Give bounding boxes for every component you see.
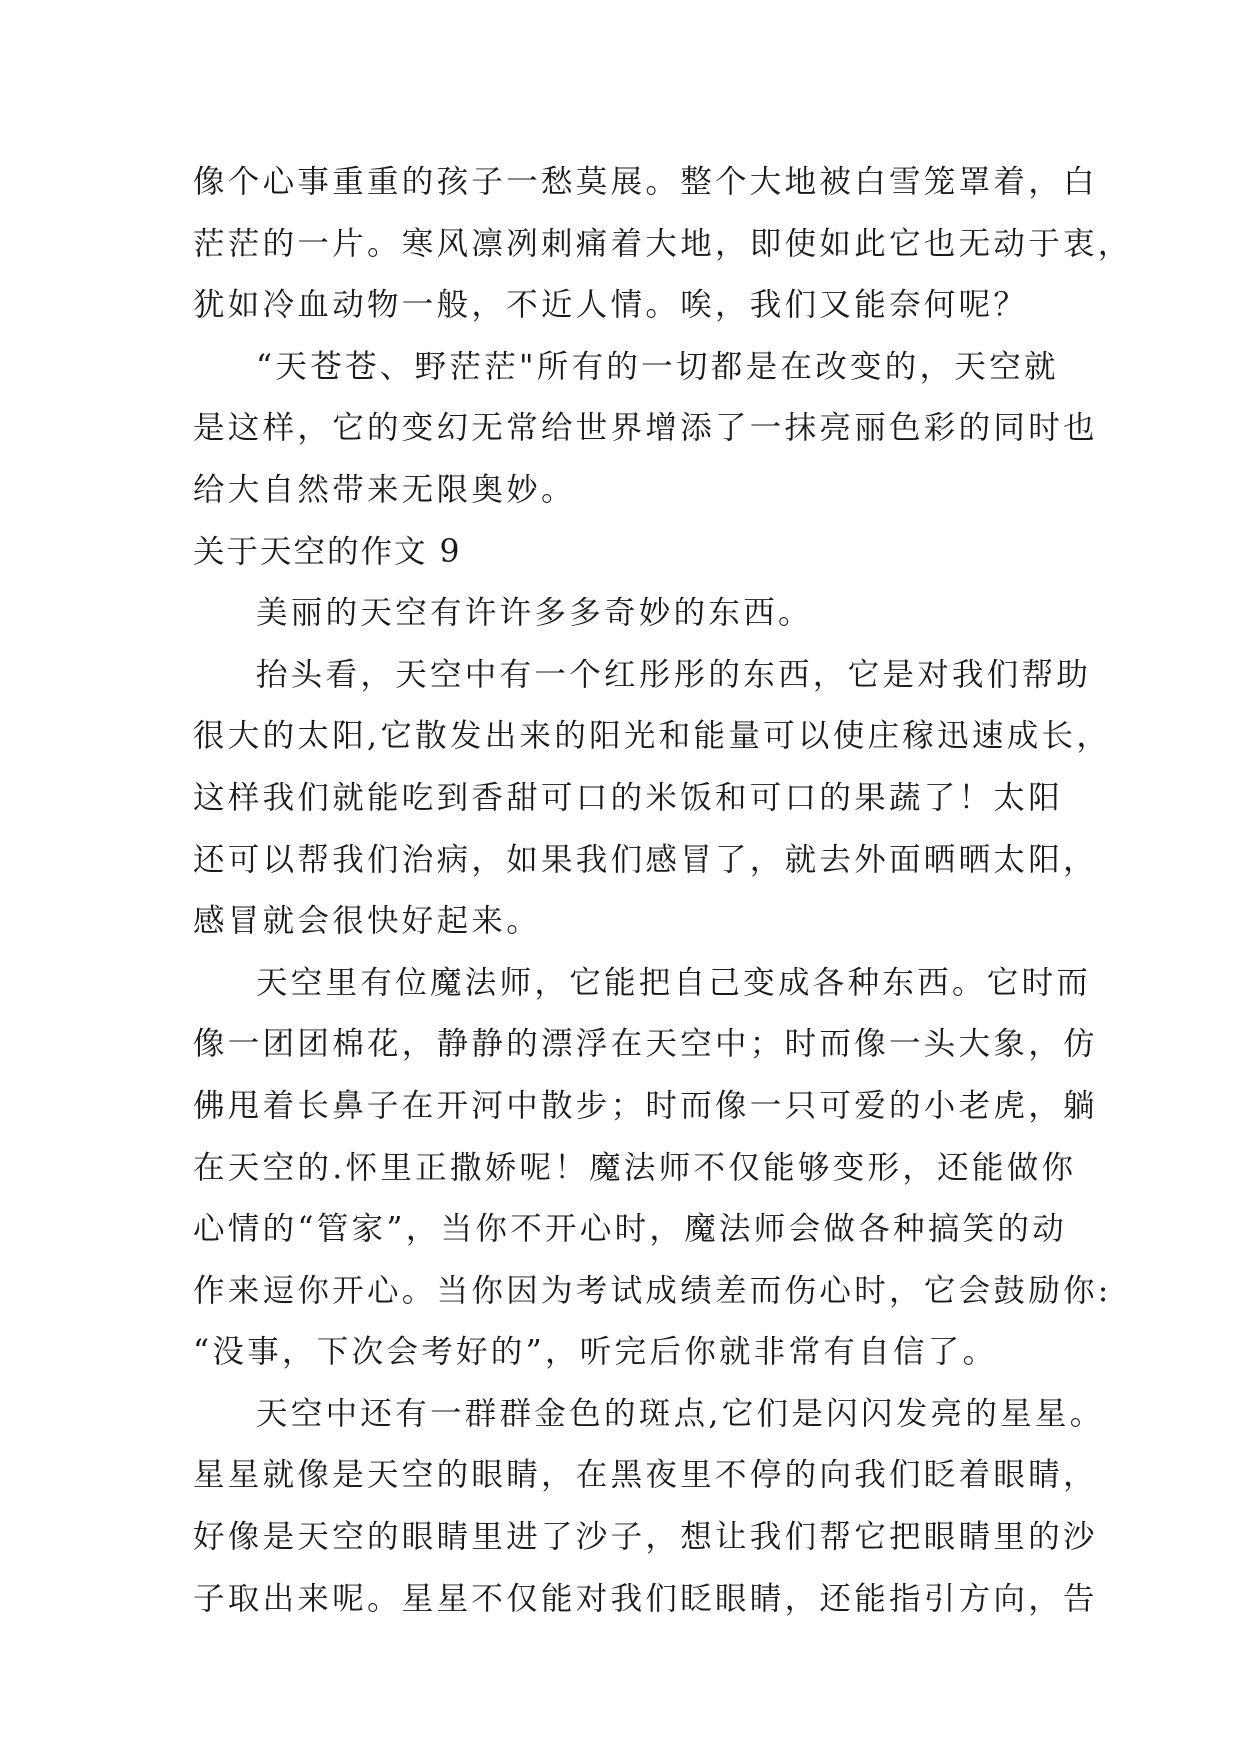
paragraph-line: 在天空的.怀里正撒娇呢！魔法师不仅能够变形，还能做你 bbox=[193, 1149, 1077, 1186]
paragraph-line: 还可以帮我们治病，如果我们感冒了，就去外面晒晒太阳， bbox=[193, 841, 1098, 878]
paragraph-line: 给大自然带来无限奥妙。 bbox=[193, 471, 576, 508]
paragraph-line: 美丽的天空有许许多多奇妙的东西。 bbox=[256, 595, 813, 632]
paragraph-line: 像一团团棉花，静静的漂浮在天空中；时而像一头大象，仿 bbox=[193, 1026, 1098, 1063]
paragraph-line: 很大的太阳,它散发出来的阳光和能量可以使庄稼迅速成长， bbox=[193, 718, 1112, 755]
paragraph-line: 像个心事重重的孩子一愁莫展。整个大地被白雪笼罩着，白 bbox=[193, 164, 1098, 200]
essay-body bbox=[193, 152, 1133, 1630]
paragraph-line: 这样我们就能吃到香甜可口的米饭和可口的果蔬了！太阳 bbox=[193, 779, 1064, 816]
paragraph-line: “天苍苍、野茫茫"所有的一切都是在改变的，天空就 bbox=[256, 348, 1059, 385]
paragraph-line: 犹如冷血动物一般，不近人情。唉，我们又能奈何呢？ bbox=[193, 287, 1029, 324]
paragraph-line: 作来逗你开心。当你因为考试成绩差而伤心时，它会鼓励你: bbox=[193, 1272, 1112, 1309]
paragraph-line: 天空里有位魔法师，它能把自己变成各种东西。它时而 bbox=[256, 964, 1092, 1001]
paragraph-line: 子取出来呢。星星不仅能对我们眨眼睛，还能指引方向，告 bbox=[193, 1580, 1098, 1617]
paragraph-line: “没事，下次会考好的”，听完后你就非常有自信了。 bbox=[193, 1334, 998, 1371]
paragraph-line: 茫茫的一片。寒风凛冽刺痛着大地，即使如此它也无动于衷， bbox=[193, 225, 1133, 262]
paragraph-line: 佛甩着长鼻子在开河中散步；时而像一只可爱的小老虎，躺 bbox=[193, 1087, 1098, 1124]
paragraph-line: 感冒就会很快好起来。 bbox=[193, 903, 542, 940]
paragraph-line: 抬头看，天空中有一个红彤彤的东西，它是对我们帮助 bbox=[256, 656, 1092, 693]
paragraph-line: 好像是天空的眼睛里进了沙子，想让我们帮它把眼睛里的沙 bbox=[193, 1519, 1098, 1556]
essay-title: 关于天空的作文 9 bbox=[193, 533, 462, 570]
paragraph-line: 心情的“管家”，当你不开心时，魔法师会做各种搞笑的动 bbox=[193, 1211, 1068, 1248]
paragraph-line: 星星就像是天空的眼睛，在黑夜里不停的向我们眨着眼睛， bbox=[193, 1457, 1098, 1494]
paragraph-line: 天空中还有一群群金色的斑点,它们是闪闪发亮的星星。 bbox=[256, 1395, 1105, 1432]
paragraph-line: 是这样，它的变幻无常给世界增添了一抹亮丽色彩的同时也 bbox=[193, 410, 1098, 447]
